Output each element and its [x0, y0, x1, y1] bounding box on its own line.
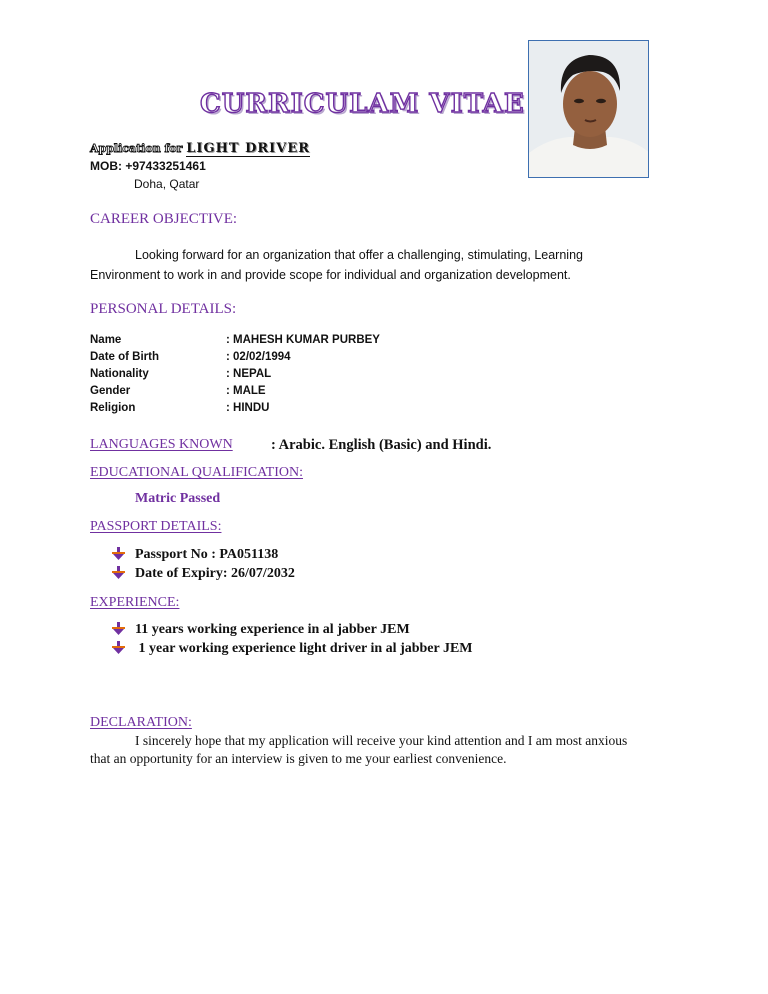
- education-heading: EDUCATIONAL QUALIFICATION:: [90, 465, 303, 480]
- languages-heading: LANGUAGES KNOWN: [90, 437, 233, 452]
- arrow-down-bullet-icon: [112, 641, 125, 655]
- experience-item: 11 years working experience in al jabber JEM: [135, 622, 410, 637]
- passport-expiry: Date of Expiry: 26/07/2032: [135, 566, 295, 581]
- location: Doha, Qatar: [134, 177, 200, 191]
- career-objective-text: Looking forward for an organization that offer a challenging, stimulating, Learning Environment to work in and provide scope for individual and organization development.: [90, 248, 583, 282]
- pd-label-gender: Gender: [90, 385, 131, 397]
- pd-value-gender: : MALE: [226, 385, 266, 397]
- declaration-text: I sincerely hope that my application will receive your kind attention and I am most anxious that an opportunity for an interview is given to me your earliest convenience.: [90, 733, 628, 766]
- pd-label-religion: Religion: [90, 402, 136, 414]
- passport-number: Passport No : PA051138: [135, 547, 279, 562]
- experience-item: 1 year working experience light driver in al jabber JEM: [135, 641, 473, 656]
- pd-label-dob: Date of Birth: [90, 351, 159, 363]
- document-title: CURRICULAM VITAE: [200, 89, 525, 119]
- pd-label-name: Name: [90, 334, 122, 346]
- application-prefix: Application for: [90, 142, 183, 155]
- personal-details-heading: PERSONAL DETAILS:: [90, 301, 237, 317]
- arrow-down-bullet-icon: [112, 547, 125, 561]
- experience-heading: EXPERIENCE:: [90, 595, 180, 610]
- application-line: [90, 139, 310, 156]
- pd-value-name: : MAHESH KUMAR PURBEY: [226, 334, 380, 346]
- profile-photo: [528, 40, 649, 178]
- mobile-number: MOB: +97433251461: [90, 159, 206, 173]
- pd-label-nationality: Nationality: [90, 368, 149, 380]
- pd-value-nationality: : NEPAL: [226, 368, 272, 380]
- arrow-down-bullet-icon: [112, 622, 125, 636]
- education-value: Matric Passed: [135, 491, 221, 506]
- pd-value-religion: : HINDU: [226, 402, 270, 414]
- person-photo-icon: [529, 41, 649, 178]
- declaration-heading: DECLARATION:: [90, 715, 192, 730]
- career-objective-heading: CAREER OBJECTIVE:: [90, 211, 238, 227]
- arrow-down-bullet-icon: [112, 566, 125, 580]
- passport-heading: PASSPORT DETAILS:: [90, 519, 222, 534]
- languages-value: : Arabic. English (Basic) and Hindi.: [271, 437, 492, 453]
- pd-value-dob: : 02/02/1994: [226, 351, 291, 363]
- application-role: LIGHT DRIVER: [186, 141, 311, 156]
